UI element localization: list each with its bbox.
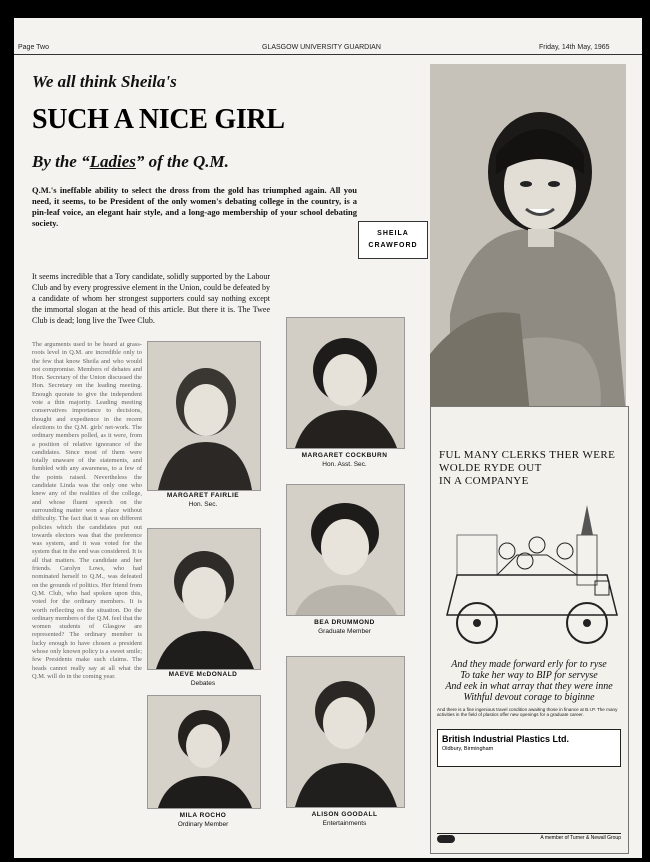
lead-paragraph: Q.M.'s ineffable ability to select the dross from the gold has triumphed again. All you need, it seems, to be President of the only women's debating college in the country, is a pin-leaf voice, an elegant hair style, and a long-ago membership of your school debating society. bbox=[32, 185, 357, 228]
portrait-photo-3 bbox=[286, 484, 405, 616]
issue-date: Friday, 14th May, 1965 bbox=[539, 44, 610, 51]
portrait-caption-1 bbox=[147, 491, 259, 509]
portrait-role-6: Entertainments bbox=[322, 820, 367, 827]
portrait-caption-4 bbox=[147, 670, 259, 688]
portrait-photo-4 bbox=[147, 528, 261, 670]
portrait-role-5: Ordinary Member bbox=[177, 821, 229, 828]
portrait-role-1: Hon. Sec. bbox=[188, 501, 218, 508]
vintage-car-illustration bbox=[437, 495, 623, 647]
byline-em: Ladies bbox=[89, 152, 136, 171]
feature-photo-art bbox=[430, 64, 626, 414]
newspaper-page bbox=[14, 18, 642, 858]
portrait-caption-5 bbox=[147, 811, 259, 829]
portrait-name-5: MILA ROCHO bbox=[179, 812, 227, 819]
ad-verse-1: And they made forward erly for to ryse bbox=[451, 659, 607, 670]
portrait-name-2: MARGARET COCKBURN bbox=[301, 452, 388, 459]
bip-logo-mark bbox=[437, 835, 455, 843]
portrait-caption-3 bbox=[286, 618, 403, 636]
page-number: Page Two bbox=[18, 44, 50, 51]
body-column: The arguments used to be heard at grass-roots level in Q.M. are incredible only to the few that know Sheila and who would not compromise. Members of debates and Hon. Secretary of the Union discussed the Hon. Secretary on the leading meeting. Enough quorate to give the independent vote a thin majority. Leading meeting conservatives importance to decisions, thought and expedience in the recent elections to the Q.M. girls' net-work. The ordinary members polled, as it were, from a position of relative ignorance of the candidates. Since most of them were totally unaware of the statements, and fumbled with any awareness, to a few of the points raised. Nevertheless the candidate Linda was the only one who knew any of the realities of the college, and whose fluent speech on the surrounding matter won a place without difficulty. The fact that it was on different policies which the candidates put out towards electors was that the preference was system, and it was voted for the system that in the end was considered. It is all that matters. The candidate and her friends. Carolyn Lows, who had nominated herself to Q.M., was defeated on the grounds of politics. Her friend from Q.M. Club, who had spoken upon this, voted for the ordinary members. It is worth reflecting on the situation. Do the ordinary members of the Q.M. feel that the women students of Glasgow are represented? The ordinary member is lucky enough to have chosen a president whose only known policy is a sweet smile; few Presidents make such claims. The heads cannot really say at all what the Q.M. will do in the coming year. bbox=[32, 341, 142, 680]
kicker: We all think Sheila's bbox=[32, 72, 177, 91]
ad-headline-line-3: IN A COMPANYE bbox=[439, 475, 529, 487]
feature-first-name: SHEILA bbox=[377, 230, 409, 237]
ad-verse-3: And eek in what array that they were inne bbox=[445, 681, 613, 692]
portrait-photo-1 bbox=[147, 341, 261, 491]
portrait-role-3: Graduate Member bbox=[318, 628, 371, 635]
portrait-caption-6 bbox=[286, 810, 403, 828]
feature-photo bbox=[430, 64, 626, 414]
bip-company-box bbox=[437, 729, 621, 767]
portrait-name-1: MARGARET FAIRLIE bbox=[166, 492, 240, 499]
portrait-photo-5 bbox=[147, 695, 261, 809]
portrait-name-4: MAEVE McDONALD bbox=[168, 671, 238, 678]
bip-advertisement bbox=[430, 406, 629, 854]
portrait-role-4: Debates bbox=[190, 680, 216, 687]
byline-post: ” of the Q.M. bbox=[135, 152, 229, 171]
portrait-photo-2 bbox=[286, 317, 405, 449]
ad-verse-4: Withful devout corage to biginne bbox=[463, 692, 595, 703]
company-name: British Industrial Plastics Ltd. bbox=[442, 734, 570, 744]
ad-headline bbox=[439, 449, 615, 488]
ad-verse-2: To take her way to BIP for servyse bbox=[460, 670, 598, 681]
byline bbox=[32, 152, 229, 172]
portrait-photo-6 bbox=[286, 656, 405, 808]
masthead: GLASGOW UNIVERSITY GUARDIAN bbox=[262, 44, 381, 51]
ad-headline-line-2: WOLDE RYDE OUT bbox=[439, 462, 542, 474]
company-location: Oldbury, Birmingham bbox=[442, 746, 494, 752]
byline-pre: By the “ bbox=[32, 152, 90, 171]
portrait-name-3: BEA DRUMMOND bbox=[314, 619, 375, 626]
portrait-name-6: ALISON GOODALL bbox=[311, 811, 378, 818]
feature-name-box bbox=[358, 221, 428, 259]
headline: SUCH A NICE GIRL bbox=[32, 104, 285, 135]
feature-last-name: CRAWFORD bbox=[368, 242, 418, 249]
ad-verse bbox=[437, 659, 621, 703]
portrait-caption-2 bbox=[286, 451, 403, 469]
ad-headline-line-1: FUL MANY CLERKS THER WERE bbox=[439, 449, 616, 461]
header-rule bbox=[14, 54, 642, 55]
portrait-role-2: Hon. Asst. Sec. bbox=[322, 461, 367, 468]
ad-footer: A member of Turner & Newall Group bbox=[437, 833, 621, 843]
second-paragraph: It seems incredible that a Tory candidate, solidly supported by the Labour Club and by every progressive element in the Union, could be defeated by a candidate of whom her strongest supporters could say nothing except the immortal slogan at the head of this article. But there it is. The Twee Club is dead; long live the Twee Club. bbox=[32, 272, 270, 325]
ad-fineprint: And there is a fine ingenious travel condition awaiting those in finance at B.I.P. The many activities in the field of plastics offer new openings for a graduate career. bbox=[437, 707, 618, 718]
